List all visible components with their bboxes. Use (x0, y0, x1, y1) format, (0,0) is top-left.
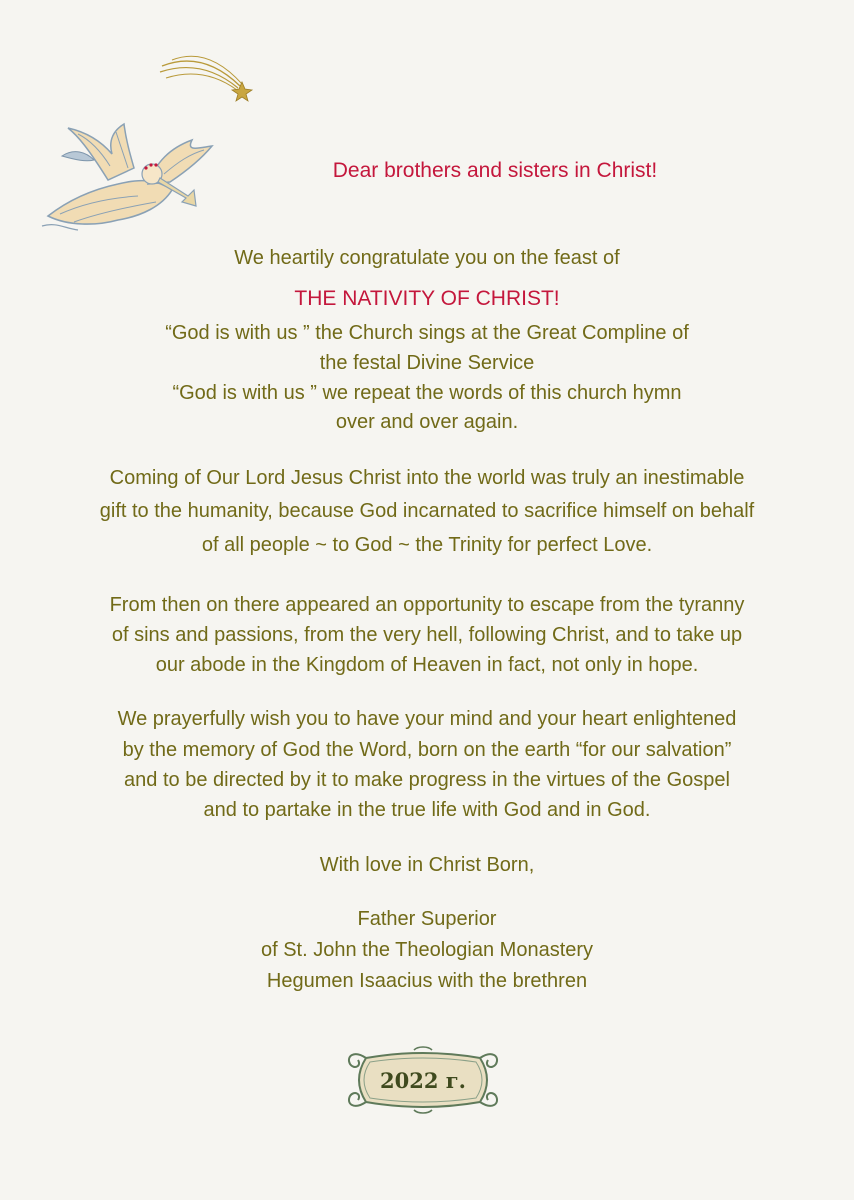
paragraph-line: Coming of Our Lord Jesus Christ into the world was truly an inestimable (109, 467, 745, 489)
paragraph-line: and to partake in the true life with God and in God. (203, 799, 651, 821)
paragraph-line: From then on there appeared an opportunity to escape from the tyranny (109, 594, 745, 616)
signature-line: Hegumen Isaacius with the brethren (266, 970, 588, 992)
paragraph-line: We prayerfully wish you to have your mind and your heart enlightened (117, 708, 737, 730)
feast-title: THE NATIVITY OF CHRIST! (294, 287, 560, 310)
paragraph-line: of all people ~ to God ~ the Trinity for perfect Love. (201, 534, 653, 556)
signature-line: Father Superior (357, 908, 497, 930)
hymn-line: over and over again. (335, 411, 519, 433)
paragraph-line: of sins and passions, from the very hell, following Christ, and to take up (111, 624, 743, 646)
paragraph-line: our abode in the Kingdom of Heaven in fact, not only in hope. (155, 654, 699, 676)
hymn-line: “God is with us ” we repeat the words of this church hymn (172, 382, 682, 404)
paragraph-line: gift to the humanity, because God incarnated to sacrifice himself on behalf (99, 500, 755, 522)
paragraph-line: by the memory of God the Word, born on the earth “for our salvation” (122, 739, 732, 761)
congratulation-line: We heartily congratulate you on the feast of (234, 247, 620, 269)
hymn-line: the festal Divine Service (319, 352, 535, 374)
shooting-star-icon (158, 44, 268, 104)
signature-line: of St. John the Theologian Monastery (260, 939, 594, 961)
greeting-heading: Dear brothers and sisters in Christ! (332, 159, 658, 182)
year-label: 2022 г. (380, 1068, 466, 1093)
paragraph-line: and to be directed by it to make progress in the virtues of the Gospel (124, 769, 730, 791)
hymn-line: “God is with us ” the Church sings at the Great Compline of (165, 322, 689, 344)
closing-line: With love in Christ Born, (319, 854, 535, 876)
